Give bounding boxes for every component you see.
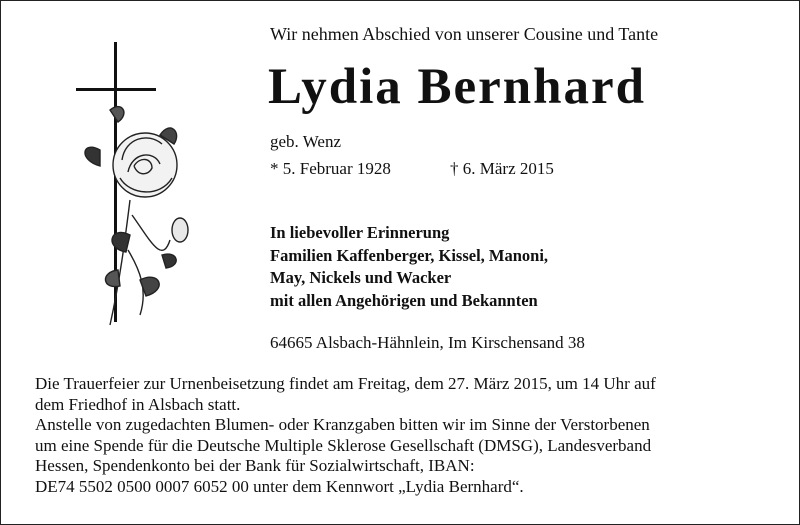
mourners-line: Familien Kaffenberger, Kissel, Manoni, [270, 245, 549, 265]
death-date: † 6. März 2015 [450, 159, 554, 178]
address-line: 64665 Alsbach-Hähnlein, Im Kirschensand 38 [270, 333, 585, 352]
life-dates [270, 159, 554, 179]
notice-line: Die Trauerfeier zur Urnenbeisetzung findet am Freitag, dem 27. März 2015, um 14 Uhr auf [35, 374, 656, 393]
birth-date: * 5. Februar 1928 [270, 159, 391, 178]
rose-icon [85, 107, 188, 325]
cross-and-rose-illustration [70, 40, 210, 330]
deceased-name: Lydia Bernhard [268, 59, 647, 115]
mourners-line: mit allen Angehörigen und Bekannten [270, 290, 538, 310]
intro-line: Wir nehmen Abschied von unserer Cousine und Tante [270, 24, 659, 44]
mourners-line: May, Nickels und Wacker [270, 268, 452, 287]
mourners-block [270, 222, 548, 312]
notice-line: dem Friedhof in Alsbach statt. [35, 394, 241, 414]
funeral-notice [35, 374, 775, 497]
notice-line: DE74 5502 0500 0007 6052 00 unter dem Kennwort „Lydia Bernhard“. [35, 476, 524, 496]
notice-line: Anstelle von zugedachten Blumen- oder Kranzgaben bitten wir im Sinne der Verstorbenen [35, 415, 650, 434]
mourners-line: In liebevoller Erinnerung [270, 223, 450, 242]
notice-line: Hessen, Spendenkonto bei der Bank für Sozialwirtschaft, IBAN: [35, 456, 475, 475]
maiden-name: geb. Wenz [270, 132, 342, 151]
notice-line: um eine Spende für die Deutsche Multiple Sklerose Gesellschaft (DMSG), Landesverband [35, 435, 652, 455]
